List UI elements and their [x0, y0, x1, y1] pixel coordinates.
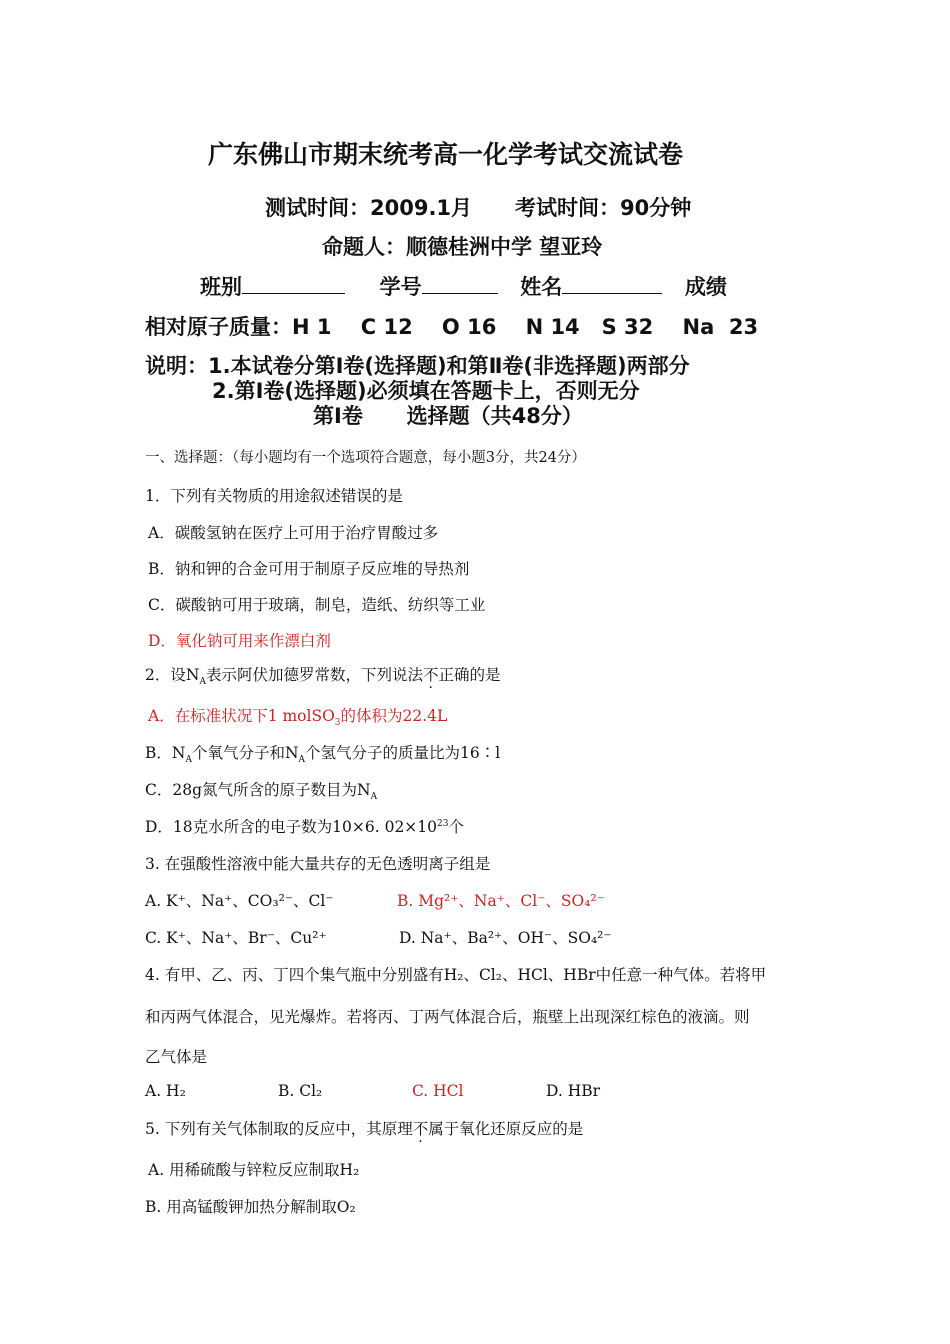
q4-option-d: D. HBr [546, 1082, 601, 1100]
q4-option-c: C. HCl [412, 1082, 464, 1100]
score-label: 成绩 [684, 275, 727, 299]
note-1: 说明：1.本试卷分第Ⅰ卷(选择题)和第Ⅱ卷(非选择题)两部分 [145, 354, 690, 378]
student-info-row [200, 271, 727, 301]
q5-option-b: B. 用高锰酸钾加热分解制取O₂ [145, 1198, 356, 1216]
q2-option-a: A．在标准状况下1 molSO$_3$的体积为22.4L [148, 707, 448, 729]
name-label: 姓名 [520, 275, 563, 299]
q4-stem-line3: 乙气体是 [145, 1048, 208, 1066]
page-title: 广东佛山市期末统考高一化学考试交流试卷 [208, 140, 684, 169]
q3-option-d: D. Na⁺、Ba²⁺、OH⁻、SO₄²⁻ [399, 929, 612, 947]
q5-stem: 5. 下列有关气体制取的反应中，其原理不属于氧化还原反应的是 [145, 1120, 584, 1138]
part-title: 第Ⅰ卷 选择题（共48分） [313, 404, 583, 428]
section-title: 一、选择题：（每小题均有一个选项符合题意，每小题3分，共24分） [145, 450, 586, 466]
q3-stem: 3. 在强酸性溶液中能大量共存的无色透明离子组是 [145, 855, 491, 873]
class-blank [242, 275, 345, 294]
q1-option-b: B．钠和钾的合金可用于制原子反应堆的导热剂 [148, 560, 470, 578]
q3-option-b: B. Mg²⁺、Na⁺、Cl⁻、SO₄²⁻ [397, 892, 605, 910]
atomic-mass: 相对原子质量：H 1 C 12 O 16 N 14 S 32 Na 23 [145, 315, 759, 339]
q4-stem-line1: 4. 有甲、乙、丙、丁四个集气瓶中分别盛有H₂、Cl₂、HCl、HBr中任意一种气体。若将甲 [145, 966, 767, 984]
author-line: 命题人：顺德桂洲中学 望亚玲 [322, 235, 603, 259]
q2-stem: 2．设$N_A$表示阿伏加德罗常数，下列说法不正确的是 [145, 666, 501, 688]
id-blank [422, 275, 498, 294]
q3-option-c: C. K⁺、Na⁺、Br⁻、Cu²⁺ [145, 929, 327, 947]
q4-stem-line2: 和丙两气体混合，见光爆炸。若将丙、丁两气体混合后，瓶壁上出现深红棕色的液滴。则 [145, 1008, 750, 1026]
exam-duration: 考试时间：90分钟 [515, 196, 692, 220]
q2-option-b: B．$N_A$个氧气分子和$N_A$个氢气分子的质量比为16∶l [145, 744, 501, 766]
q3-option-a: A. K⁺、Na⁺、CO₃²⁻、Cl⁻ [145, 892, 334, 910]
q1-option-a: A．碳酸氢钠在医疗上可用于治疗胃酸过多 [148, 524, 439, 542]
q1-option-c: C．碳酸钠可用于玻璃，制皂，造纸、纺织等工业 [148, 596, 486, 614]
emphasis-mark: 不 [412, 1120, 429, 1138]
q5-option-a: A. 用稀硫酸与锌粒反应制取H₂ [148, 1161, 360, 1179]
test-time: 测试时间：2009.1月 [265, 196, 473, 220]
q1-option-d: D．氧化钠可用来作漂白剂 [148, 632, 331, 650]
q4-option-a: A. H₂ [145, 1082, 186, 1100]
note-2: 2.第Ⅰ卷(选择题)必须填在答题卡上，否则无分 [212, 379, 640, 403]
class-label: 班别 [200, 275, 242, 299]
q4-option-b: B. Cl₂ [278, 1082, 323, 1100]
emphasis-mark: 不 [422, 666, 439, 684]
q2-option-c: C．28g氮气所含的原子数目为$N_A$ [145, 781, 378, 803]
name-blank [562, 275, 662, 294]
q2-option-d: D．18克水所含的电子数为10×6. $02\times 10^{23}$个 [145, 818, 464, 836]
q1-stem: 1．下列有关物质的用途叙述错误的是 [145, 487, 403, 505]
id-label: 学号 [379, 275, 422, 299]
